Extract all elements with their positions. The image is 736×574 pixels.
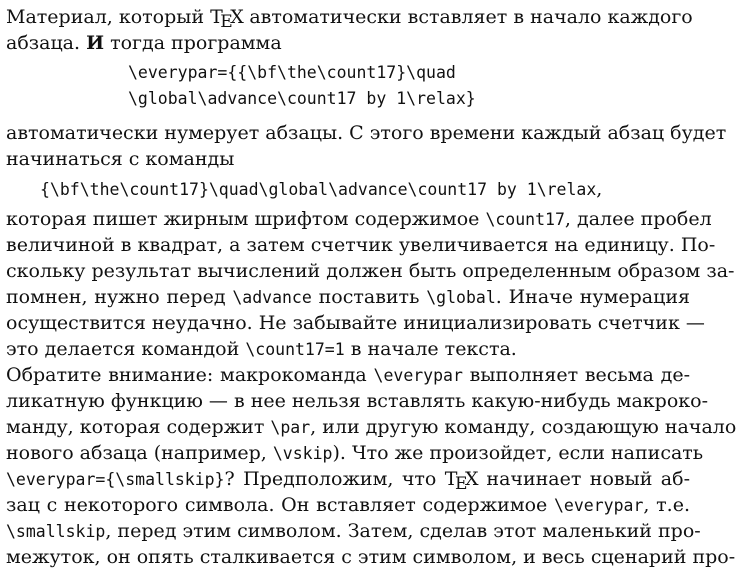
tex-logo: TEX: [444, 468, 478, 494]
tex-logo: TEX: [210, 6, 244, 32]
code-line: \everypar={{\bf\the\count17}\quad: [128, 63, 456, 82]
text-line: \smallskip, перед этим символом. Затем, сделав этот маленький про-: [6, 520, 701, 542]
text-line: манду, которая содержит \par, или другую команду, создающую начало: [6, 416, 736, 438]
code-line: {\bf\the\count17}\quad\global\advance\count17 by 1\relax,: [40, 178, 603, 200]
text-line: начинаться с команды: [6, 148, 235, 170]
text-line: абзаца. И тогда программа: [6, 32, 282, 54]
text-line: которая пишет жирным шрифтом содержимое \count17, далее пробел: [6, 208, 712, 230]
text-line: осуществится неудачно. Не забывайте инициализировать счетчик —: [6, 312, 705, 334]
text-line: это делается командой \count17=1 в начале текста.: [6, 338, 517, 360]
text-line: ликатную функцию — в нее нельзя вставлять какую-нибудь макроко-: [6, 390, 708, 412]
text-line: межуток, он опять сталкивается с этим символом, и весь сценарий про-: [6, 546, 736, 568]
text-line: автоматически нумерует абзацы. С этого времени каждый абзац будет: [6, 122, 727, 144]
text-line: зац с некоторого символа. Он вставляет содержимое \everypar, т.е.: [6, 494, 690, 516]
text-line: Обратите внимание: макрокоманда \everypar выполняет весьма де-: [6, 364, 690, 386]
text-line: помнен, нужно перед \advance поставить \global. Иначе нумерация: [6, 286, 690, 308]
text-line: величиной в квадрат, а затем счетчик увеличивается на единицу. По-: [6, 234, 716, 256]
code-line: \global\advance\count17 by 1\relax}: [128, 89, 476, 108]
text-line: Материал, который TEX автоматически вставляет в начало каждого: [6, 6, 693, 32]
text-line: скольку результат вычислений должен быть определенным образом за-: [6, 260, 735, 282]
text-line: нового абзаца (например, \vskip). Что же произойдет, если написать: [6, 442, 704, 464]
text-line: \everypar={\smallskip}? Предположим, что TEX начинает новый аб-: [6, 468, 690, 494]
